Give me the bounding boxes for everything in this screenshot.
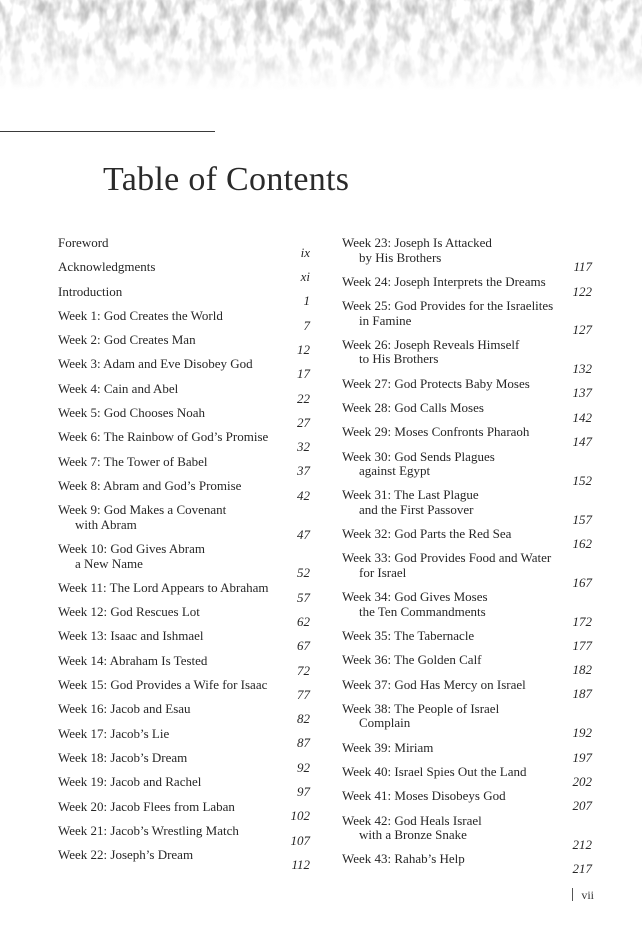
toc-entry-page: 32 (297, 439, 310, 455)
toc-entry (342, 450, 592, 489)
toc-entry (342, 741, 592, 765)
toc-entry-title: Week 43: Rahab’s Help (342, 851, 465, 867)
toc-entry (58, 455, 310, 479)
toc-entry (58, 382, 310, 406)
toc-entry-title: Week 30: God Sends Plagues (342, 448, 495, 464)
toc-entry-page: 197 (572, 749, 592, 765)
toc-entry-page: 157 (572, 511, 592, 527)
toc-entry-page: 67 (297, 638, 310, 654)
toc-right-column (342, 236, 592, 877)
toc-entry-title-continued: for Israel (359, 564, 407, 580)
toc-entry-page: 207 (572, 798, 592, 814)
toc-entry (58, 727, 310, 751)
toc-entry-page: 182 (572, 662, 592, 678)
toc-entry-page: 22 (297, 390, 310, 406)
toc-entry-title: Week 34: God Gives Moses (342, 589, 488, 605)
toc-entry-title-continued: and the First Passover (359, 501, 474, 517)
toc-entry-page: 72 (297, 662, 310, 678)
toc-entry-title: Week 37: God Has Mercy on Israel (342, 676, 526, 692)
toc-entry-title-continued: with a Bronze Snake (359, 827, 467, 843)
toc-left-column (58, 236, 310, 872)
toc-entry-page: 132 (572, 361, 592, 377)
toc-entry-title: Week 41: Moses Disobeys God (342, 788, 506, 804)
toc-entry (58, 581, 310, 605)
toc-entry-title: Week 1: God Creates the World (58, 307, 223, 323)
toc-entry (342, 236, 592, 275)
toc-entry (342, 527, 592, 551)
toc-entry (58, 751, 310, 775)
toc-entry (58, 542, 310, 581)
toc-entry-title: Week 12: God Rescues Lot (58, 604, 200, 620)
toc-entry-page: 167 (572, 574, 592, 590)
toc-entry-page: 212 (572, 836, 592, 852)
toc-entry-page: 187 (572, 686, 592, 702)
toc-entry-title: Week 22: Joseph’s Dream (58, 847, 194, 863)
toc-entry-title: Week 29: Moses Confronts Pharaoh (342, 424, 530, 440)
toc-entry-title: Week 9: God Makes a Covenant (58, 502, 227, 518)
toc-entry-title: Week 40: Israel Spies Out the Land (342, 764, 527, 780)
grunge-texture-banner (0, 0, 642, 90)
toc-entry-page: 77 (297, 686, 310, 702)
toc-entry (58, 285, 310, 309)
toc-entry-page: 142 (572, 409, 592, 425)
toc-entry (342, 425, 592, 449)
toc-entry (58, 605, 310, 629)
toc-entry (58, 848, 310, 872)
toc-entry-title: Week 26: Joseph Reveals Himself (342, 336, 520, 352)
toc-entry-page: 27 (297, 414, 310, 430)
toc-entry (58, 503, 310, 542)
toc-entry (58, 309, 310, 333)
toc-entry (342, 551, 592, 590)
toc-entry-page: 17 (297, 366, 310, 382)
toc-entry-title: Week 14: Abraham Is Tested (58, 652, 208, 668)
toc-entry-page: xi (300, 269, 310, 285)
toc-entry (342, 678, 592, 702)
toc-entry-title: Week 3: Adam and Eve Disobey God (58, 356, 253, 372)
toc-entry-page: 137 (572, 385, 592, 401)
toc-entry-page: 112 (291, 856, 310, 872)
toc-entry-title-continued: in Famine (359, 312, 412, 328)
toc-entry-title: Acknowledgments (58, 259, 156, 275)
toc-entry (342, 338, 592, 377)
toc-entry (58, 678, 310, 702)
toc-entry-title: Week 4: Cain and Abel (58, 380, 179, 396)
toc-entry-title: Week 11: The Lord Appears to Abraham (58, 579, 269, 595)
toc-entry-title: Week 27: God Protects Baby Moses (342, 375, 530, 391)
toc-entry-page: 47 (297, 526, 310, 542)
toc-entry-title: Week 5: God Chooses Noah (58, 405, 205, 421)
toc-entry-page: 202 (572, 773, 592, 789)
toc-entry-page: 97 (297, 784, 310, 800)
toc-entry-title: Week 8: Abram and God’s Promise (58, 477, 242, 493)
toc-entry-page: 172 (572, 613, 592, 629)
toc-entry-page: 127 (572, 322, 592, 338)
toc-entry-page: 192 (572, 725, 592, 741)
toc-entry (342, 629, 592, 653)
toc-entry-title: Week 19: Jacob and Rachel (58, 774, 202, 790)
toc-entry-title: Week 28: God Calls Moses (342, 399, 484, 415)
toc-entry (342, 590, 592, 629)
toc-entry-title: Week 18: Jacob’s Dream (58, 749, 188, 765)
toc-entry-title-continued: against Egypt (359, 463, 431, 479)
toc-entry-title: Introduction (58, 283, 123, 299)
toc-entry-title: Week 10: God Gives Abram (58, 541, 205, 557)
toc-entry-title: Week 24: Joseph Interprets the Dreams (342, 273, 546, 289)
toc-entry-page: 147 (572, 434, 592, 450)
toc-entry-title: Foreword (58, 235, 109, 250)
toc-entry (342, 401, 592, 425)
toc-entry-title: Week 38: The People of Israel (342, 700, 500, 716)
toc-entry (58, 479, 310, 503)
toc-entry-page: 87 (297, 735, 310, 751)
toc-entry-title: Week 15: God Provides a Wife for Isaac (58, 677, 268, 693)
toc-entry (58, 654, 310, 678)
toc-entry-page: 57 (297, 589, 310, 605)
toc-entry-page: ix (300, 244, 310, 260)
toc-entry (342, 852, 592, 876)
toc-entry-title: Week 35: The Tabernacle (342, 628, 475, 644)
toc-entry-page: 42 (297, 487, 310, 503)
toc-entry-title: Week 36: The Golden Calf (342, 652, 482, 668)
toc-entry (342, 789, 592, 813)
toc-entry (342, 377, 592, 401)
toc-entry (342, 275, 592, 299)
toc-entry (58, 775, 310, 799)
toc-entry (342, 814, 592, 853)
toc-entry-page: 162 (572, 535, 592, 551)
header-rule (0, 131, 215, 132)
toc-entry-title: Week 42: God Heals Israel (342, 812, 482, 828)
toc-entry-title: Week 16: Jacob and Esau (58, 701, 191, 717)
toc-entry-page: 102 (290, 808, 310, 824)
toc-entry (58, 702, 310, 726)
toc-entry (58, 629, 310, 653)
toc-entry (342, 765, 592, 789)
page-title: Table of Contents (103, 161, 350, 198)
toc-entry-page: 7 (303, 317, 310, 333)
toc-entry-page: 82 (297, 711, 310, 727)
toc-entry-title: Week 6: The Rainbow of God’s Promise (58, 429, 269, 445)
toc-entry-page: 1 (303, 293, 310, 309)
toc-entry (58, 357, 310, 381)
toc-entry-title: Week 20: Jacob Flees from Laban (58, 798, 235, 814)
toc-entry-title: Week 7: The Tower of Babel (58, 453, 208, 469)
toc-entry-title-continued: Complain (359, 715, 411, 731)
toc-entry-title: Week 33: God Provides Food and Water (342, 550, 552, 566)
toc-entry-title: Week 39: Miriam (342, 739, 434, 755)
toc-entry-page: 12 (297, 341, 310, 357)
toc-entry-title: Week 21: Jacob’s Wrestling Match (58, 822, 239, 838)
toc-entry (342, 653, 592, 677)
toc-entry-page: 177 (572, 637, 592, 653)
toc-entry (58, 333, 310, 357)
toc-entry-title: Week 23: Joseph Is Attacked (342, 235, 492, 250)
toc-entry (342, 702, 592, 741)
toc-entry-page: 152 (572, 472, 592, 488)
toc-entry (58, 824, 310, 848)
toc-entry (58, 260, 310, 284)
toc-entry-page: 117 (573, 259, 592, 275)
toc-entry (342, 488, 592, 527)
toc-entry-title: Week 32: God Parts the Red Sea (342, 526, 512, 542)
page-number: vii (581, 888, 594, 902)
toc-entry-page: 122 (572, 283, 592, 299)
toc-entry-page: 92 (297, 759, 310, 775)
page-number-footer (572, 888, 594, 903)
toc-entry-title: Week 17: Jacob’s Lie (58, 725, 170, 741)
toc-entry (342, 299, 592, 338)
toc-entry-page: 217 (572, 861, 592, 877)
toc-entry-title-continued: the Ten Commandments (359, 603, 486, 619)
toc-entry-page: 62 (297, 613, 310, 629)
toc-entry (58, 236, 310, 260)
footer-divider (572, 888, 573, 901)
toc-entry (58, 430, 310, 454)
toc-entry-title: Week 2: God Creates Man (58, 332, 196, 348)
toc-entry-page: 37 (297, 463, 310, 479)
toc-entry-title-continued: by His Brothers (359, 249, 442, 265)
toc-entry-title-continued: with Abram (75, 516, 137, 532)
toc-entry-title: Week 31: The Last Plague (342, 487, 479, 503)
toc-entry-title-continued: to His Brothers (359, 351, 439, 367)
toc-entry-page: 52 (297, 565, 310, 581)
toc-entry-title: Week 13: Isaac and Ishmael (58, 628, 204, 644)
toc-entry-title: Week 25: God Provides for the Israelites (342, 298, 554, 314)
toc-entry (58, 800, 310, 824)
toc-entry-title-continued: a New Name (75, 555, 143, 571)
toc-entry-page: 107 (290, 832, 310, 848)
toc-entry (58, 406, 310, 430)
